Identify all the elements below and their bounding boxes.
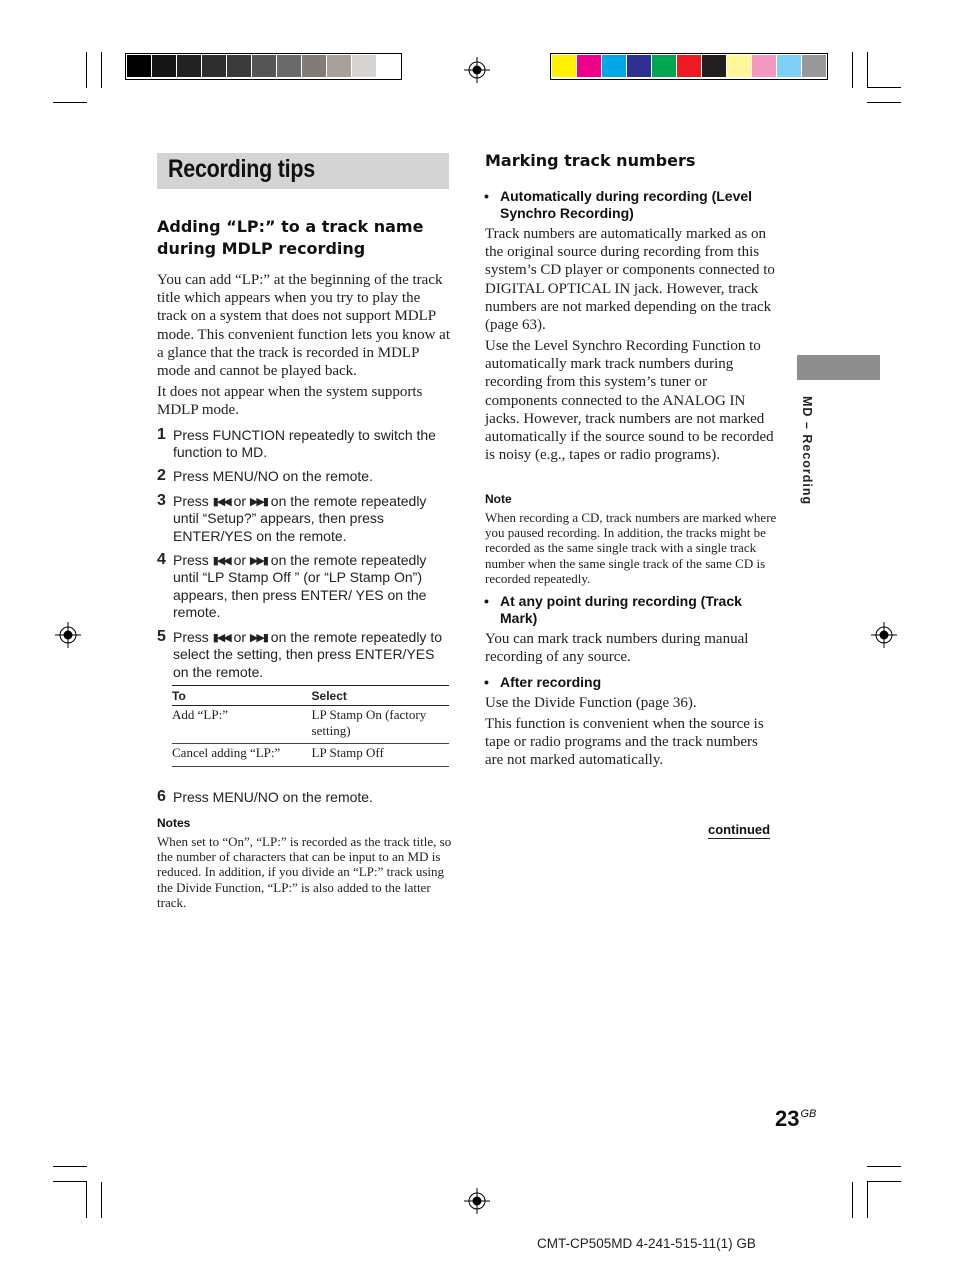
page-title: Recording tips [168, 155, 315, 183]
step-4 [157, 551, 453, 621]
section-tab [797, 355, 880, 380]
step-text: on the remote repeatedly until “LP Stamp Off ” (or “LP Stamp On”) appears, then press ENTER/ YES on the remote. [173, 552, 427, 620]
bullet-after-recording [484, 674, 780, 691]
color-swatch [302, 55, 326, 77]
step-text: on the remote repeatedly to select the setting, then press ENTER/YES on the remote. [173, 629, 443, 680]
step-3 [157, 492, 453, 545]
model-code: CMT-CP505MD 4-241-515-11(1) GB [537, 1236, 756, 1251]
step-text: Press FUNCTION repeatedly to switch the function to MD. [173, 427, 436, 461]
color-swatch [127, 55, 151, 77]
color-swatch [752, 55, 776, 77]
section-heading-marking: Marking track numbers [485, 151, 696, 170]
paragraph: Use the Level Synchro Recording Function to automatically mark track numbers during recording from this system’s tuner or components connected to the ANALOG IN jacks. However, track numbers are not marked automatically if the source sound to be recorded is noisy (e.g., tapes or radio programs). [485, 338, 774, 464]
table-cell: LP Stamp Off [312, 744, 449, 767]
step-text: Press [173, 552, 209, 568]
color-swatch [152, 55, 176, 77]
color-swatch [802, 55, 826, 77]
step-text: Press MENU/NO on the remote. [173, 789, 373, 805]
prev-track-icon: ▮◀◀ [212, 554, 230, 567]
step-6 [157, 788, 453, 806]
next-track-icon: ▶▶▮ [249, 495, 267, 508]
step-text: Press [173, 493, 209, 509]
color-swatch [177, 55, 201, 77]
color-swatch [202, 55, 226, 77]
color-swatch [577, 55, 601, 77]
color-swatch [652, 55, 676, 77]
table-cell: Add “LP:” [172, 706, 312, 744]
bullet-automatic [484, 188, 780, 222]
step-number: 1 [157, 426, 166, 443]
registration-mark-left [55, 622, 81, 648]
paragraph: Use the Divide Function (page 36). [485, 695, 697, 711]
registration-mark-bottom [464, 1188, 490, 1214]
color-swatch [552, 55, 576, 77]
note-heading: Note [485, 492, 512, 506]
step-number: 2 [157, 467, 166, 484]
step-number: 3 [157, 492, 166, 509]
step-2 [157, 467, 453, 485]
step-number: 4 [157, 551, 166, 568]
table-row [172, 744, 449, 767]
bullet-dot: • [484, 188, 489, 204]
notes-heading: Notes [157, 816, 191, 830]
step-number: 5 [157, 628, 166, 645]
page-number-value: 23 [775, 1106, 800, 1131]
column-header-select: Select [312, 686, 449, 706]
step-text: or [233, 493, 247, 509]
table-cell: Cancel adding “LP:” [172, 744, 312, 767]
color-swatch [702, 55, 726, 77]
next-track-icon: ▶▶▮ [249, 554, 267, 567]
color-swatch [602, 55, 626, 77]
color-swatch [677, 55, 701, 77]
settings-table [172, 685, 449, 767]
step-text: on the remote repeatedly until “Setup?” appears, then press ENTER/YES on the remote. [173, 493, 427, 544]
step-5 [157, 628, 453, 681]
next-track-icon: ▶▶▮ [249, 631, 267, 644]
intro-paragraph-2: It does not appear when the system supports MDLP mode. [157, 384, 423, 419]
step-number: 6 [157, 788, 166, 805]
color-swatch [252, 55, 276, 77]
intro-paragraph: You can add “LP:” at the beginning of the track title which appears when you try to play the track on a system that does not support MDLP mode. This convenient function lets you know at a glance that the track is recorded in MDLP mode and cannot be played back. [157, 272, 451, 380]
bullet-text: Automatically during recording (Level Synchro Recording) [500, 188, 753, 221]
color-swatch [352, 55, 376, 77]
step-text: Press MENU/NO on the remote. [173, 468, 373, 484]
paragraph: You can mark track numbers during manual recording of any source. [485, 631, 749, 666]
color-swatch [227, 55, 251, 77]
color-swatch [327, 55, 351, 77]
registration-mark-top [464, 57, 490, 83]
page-number-suffix: GB [800, 1108, 817, 1120]
bullet-text: After recording [500, 674, 602, 690]
continued-label: continued [708, 822, 771, 837]
table-row [172, 706, 449, 744]
step-1 [157, 426, 453, 462]
color-swatch [377, 55, 401, 77]
note-text: When recording a CD, track numbers are marked where you paused recording. In addition, the tracks might be recorded as the same single track with a single track number when the same single track of the same CD is recorded repeatedly. [485, 510, 777, 586]
step-text: Press [173, 629, 209, 645]
step-text: or [233, 552, 247, 568]
page-number [775, 1106, 816, 1132]
section-tab-label: MD – Recording [800, 396, 814, 506]
bullet-dot: • [484, 674, 489, 690]
color-swatch [277, 55, 301, 77]
step-text: or [233, 629, 247, 645]
prev-track-icon: ▮◀◀ [212, 495, 230, 508]
color-swatch [777, 55, 801, 77]
prev-track-icon: ▮◀◀ [212, 631, 230, 644]
registration-mark-right [871, 622, 897, 648]
bullet-text: At any point during recording (Track Mark) [500, 593, 742, 626]
paragraph: Track numbers are automatically marked as on the original source during recording from this system’s CD player or components connected to DIGITAL OPTICAL IN jack. However, track numbers are not marked depending on the track (page 63). [485, 226, 775, 334]
section-heading-lp: Adding “LP:” to a track name during MDLP recording [157, 217, 424, 258]
column-header-to: To [172, 686, 312, 706]
paragraph: This function is convenient when the source is tape or radio programs and the track numbers are not marked automatically. [485, 716, 764, 769]
table-cell: LP Stamp On (factory setting) [312, 706, 449, 744]
table-header-row [172, 686, 449, 706]
bullet-dot: • [484, 593, 489, 609]
notes-text: When set to “On”, “LP:” is recorded as the track title, so the number of characters that can be input to an MD is reduced. In addition, if you divide an “LP:” track using the Divide Function, “LP:” is also added to the latter track. [157, 834, 452, 910]
color-swatch [727, 55, 751, 77]
color-swatch [627, 55, 651, 77]
bullet-track-mark [484, 593, 780, 627]
